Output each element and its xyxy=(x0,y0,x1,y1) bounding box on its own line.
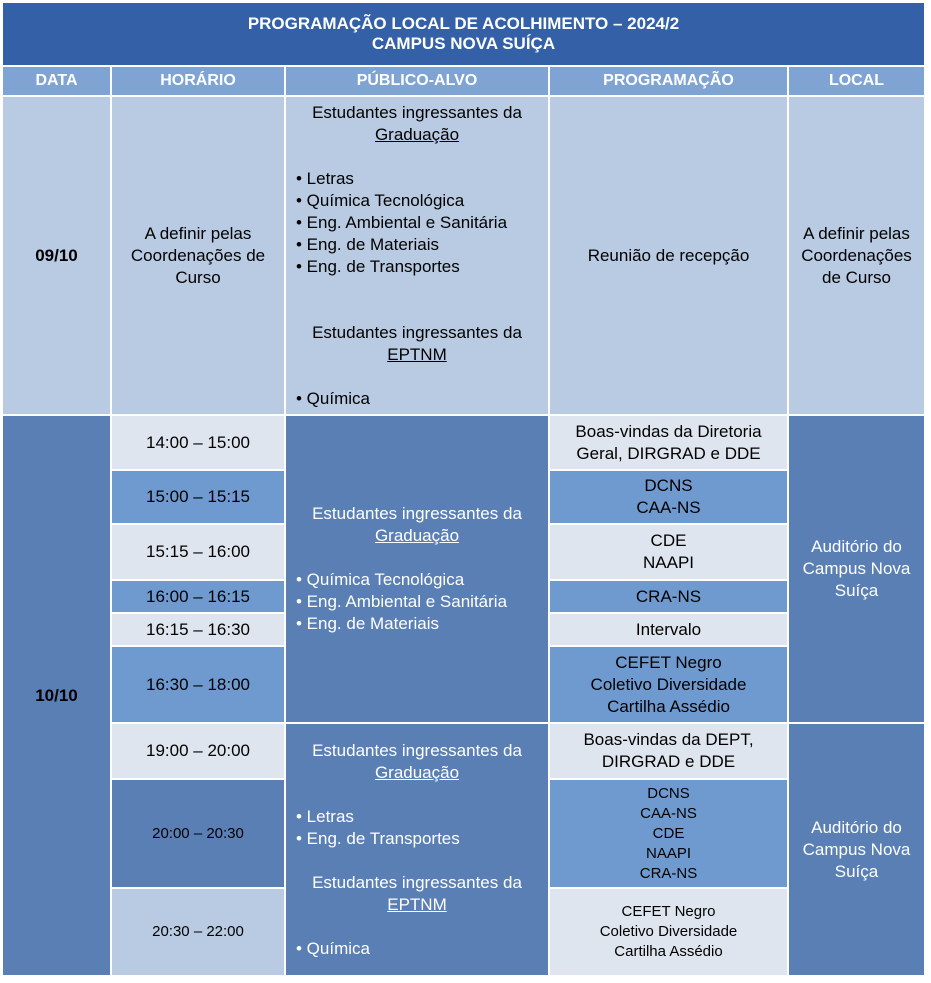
grad-intro: Estudantes ingressantes da xyxy=(312,102,522,122)
program-line: NAAPI xyxy=(642,553,695,572)
title-line-1: PROGRAMAÇÃO LOCAL DE ACOLHIMENTO – 2024/2 xyxy=(247,14,680,33)
program-item xyxy=(550,889,787,975)
grad-label: Graduação xyxy=(374,526,460,545)
course-item: • Letras xyxy=(296,806,354,826)
evening-local xyxy=(789,724,924,975)
eptnm-intro: Estudantes ingressantes da xyxy=(312,322,522,342)
program-line: Coletivo Diversidade xyxy=(590,674,747,694)
time-slot: 20:30 – 22:00 xyxy=(112,889,284,975)
program-line: CRA-NS xyxy=(635,586,702,606)
day1-horario-line: Coordenações de xyxy=(130,245,266,265)
col-header-local: LOCAL xyxy=(789,67,924,95)
program-line: CEFET Negro xyxy=(621,903,716,920)
program-item xyxy=(550,416,787,469)
day2-date: 10/10 xyxy=(3,416,110,975)
col-header-horario: HORÁRIO xyxy=(112,67,284,95)
program-line: CAA-NS xyxy=(640,804,697,822)
day1-horario xyxy=(112,97,284,414)
program-line: Intervalo xyxy=(635,619,702,639)
program-item xyxy=(550,471,787,523)
local-line: Campus Nova xyxy=(802,559,911,578)
eptnm-label: EPTNM xyxy=(387,894,447,914)
program-line: Coletivo Diversidade xyxy=(599,923,738,940)
grad-label: Graduação xyxy=(374,762,460,782)
course-item: • Química xyxy=(296,388,370,408)
program-line: DIRGRAD e DDE xyxy=(601,752,736,771)
day1-local-line: Coordenações xyxy=(801,245,912,265)
day1-local-line: A definir pelas xyxy=(803,223,910,243)
title-line-2: CAMPUS NOVA SUÍÇA xyxy=(371,34,556,53)
program-line: CEFET Negro xyxy=(615,652,722,672)
program-line: Boas-vindas da DEPT, xyxy=(583,730,754,749)
day1-local-line: de Curso xyxy=(822,267,891,287)
program-item xyxy=(550,614,787,645)
time-slot: 16:30 – 18:00 xyxy=(112,647,284,722)
eptnm-intro: Estudantes ingressantes da xyxy=(312,872,522,892)
col-header-data: DATA xyxy=(3,67,110,95)
course-item: • Química xyxy=(296,938,370,958)
local-line: Campus Nova xyxy=(802,839,911,859)
evening-publico-alvo xyxy=(286,724,548,975)
program-line: Boas-vindas da Diretoria xyxy=(575,421,762,441)
program-item xyxy=(550,780,787,887)
program-line: DCNS xyxy=(647,784,690,802)
program-line: CDE xyxy=(652,824,685,842)
course-item: • Química Tecnológica xyxy=(296,570,465,589)
schedule-title xyxy=(3,3,924,65)
eptnm-label: EPTNM xyxy=(387,344,447,364)
day1-local xyxy=(789,97,924,414)
time-slot: 19:00 – 20:00 xyxy=(112,724,284,778)
time-slot: 16:15 – 16:30 xyxy=(112,614,284,645)
program-line: CAA-NS xyxy=(636,498,701,517)
program-line: Cartilha Assédio xyxy=(614,943,723,960)
time-slot: 16:00 – 16:15 xyxy=(112,581,284,612)
day1-horario-line: A definir pelas xyxy=(144,223,252,243)
day1-date: 09/10 xyxy=(3,97,110,414)
afternoon-publico-alvo xyxy=(286,416,548,722)
local-line: Suíça xyxy=(834,861,879,881)
program-line: CRA-NS xyxy=(639,864,698,882)
course-item: • Eng. de Transportes xyxy=(296,828,460,848)
program-line: Cartilha Assédio xyxy=(607,696,730,716)
local-line: Auditório do xyxy=(811,537,902,556)
program-item xyxy=(550,647,787,722)
grad-intro: Estudantes ingressantes da xyxy=(312,504,522,523)
program-line: DCNS xyxy=(644,476,693,495)
day1-publico-alvo xyxy=(286,97,548,414)
time-slot: 15:15 – 16:00 xyxy=(112,525,284,579)
program-item xyxy=(550,581,787,612)
program-line: Geral, DIRGRAD e DDE xyxy=(576,443,761,463)
time-slot: 15:00 – 15:15 xyxy=(112,471,284,523)
course-item: • Eng. Ambiental e Sanitária xyxy=(296,592,508,611)
time-slot: 14:00 – 15:00 xyxy=(112,416,284,469)
program-item xyxy=(550,724,787,778)
course-item: • Eng. de Materiais xyxy=(296,234,439,254)
day1-programacao: Reunião de recepção xyxy=(550,97,787,414)
col-header-programacao: PROGRAMAÇÃO xyxy=(550,67,787,95)
program-line: CDE xyxy=(650,531,687,550)
program-line: NAAPI xyxy=(645,844,691,862)
course-item: • Eng. de Transportes xyxy=(296,256,460,276)
grad-intro: Estudantes ingressantes da xyxy=(312,740,522,760)
time-slot: 20:00 – 20:30 xyxy=(112,780,284,887)
local-line: Suíça xyxy=(834,581,879,600)
course-item: • Eng. Ambiental e Sanitária xyxy=(296,212,508,232)
course-item: • Química Tecnológica xyxy=(296,190,465,210)
course-item: • Letras xyxy=(296,168,354,188)
afternoon-local xyxy=(789,416,924,722)
program-item xyxy=(550,525,787,579)
grad-label: Graduação xyxy=(374,124,460,144)
local-line: Auditório do xyxy=(811,817,902,837)
col-header-publico-alvo: PÚBLICO-ALVO xyxy=(286,67,548,95)
course-item: • Eng. de Materiais xyxy=(296,614,439,633)
day1-horario-line: Curso xyxy=(175,267,221,287)
